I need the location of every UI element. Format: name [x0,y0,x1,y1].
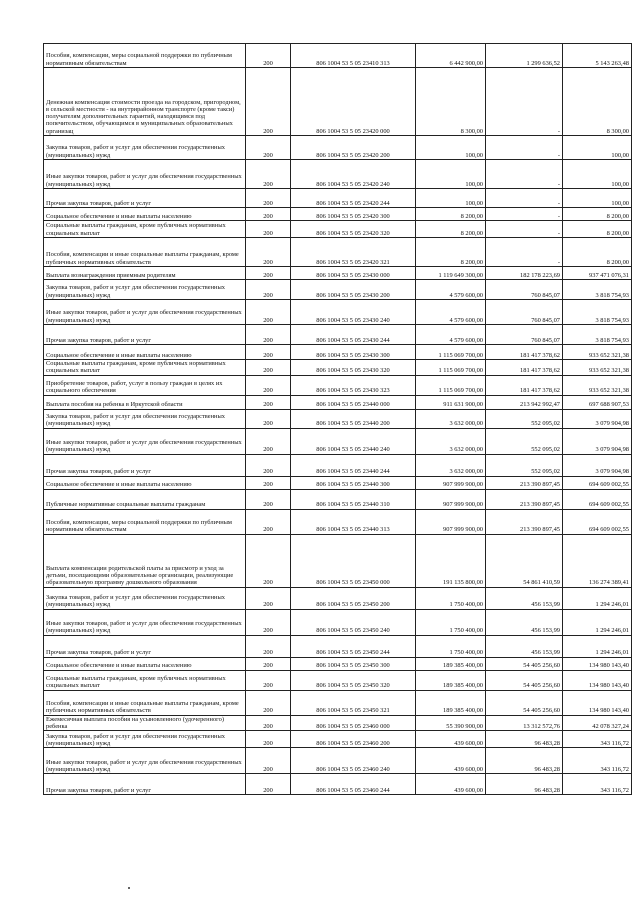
row-remaining-cell: 933 652 321,38 [563,375,632,395]
row-name-cell: Прочая закупка товаров, работ и услуг [44,454,246,476]
table-row [44,375,632,395]
row-name-cell: Пособия, компенсации и иные социальные выплаты гражданам, кроме публичных нормативных обязательств [44,238,246,267]
row-kbk-cell: 806 1004 53 5 05 23450 321 [291,690,416,715]
row-remaining-cell: 694 609 002,55 [563,489,632,509]
row-kbk-cell: 806 1004 53 5 05 23450 300 [291,657,416,670]
row-executed-cell: 213 942 992,47 [486,395,563,409]
row-executed-cell: 552 095,02 [486,454,563,476]
row-name-cell: Приобретение товаров, работ, услуг в пользу граждан в целях их социального обеспечения [44,375,246,395]
row-remaining-cell: 933 652 321,38 [563,345,632,360]
row-executed-cell: - [486,136,563,160]
row-approved-cell: 191 135 800,00 [416,534,486,587]
row-name-cell: Выплата вознаграждения приемным родителям [44,267,246,280]
row-kbk-cell: 806 1004 53 5 05 23460 244 [291,774,416,795]
row-name-cell: Закупка товаров, работ и услуг для обеспечения государственных (муниципальных) нужд [44,731,246,748]
row-remaining-cell: 3 079 904,98 [563,428,632,454]
row-name-cell: Закупка товаров, работ и услуг для обеспечения государственных (муниципальных) нужд [44,280,246,300]
table-row [44,395,632,409]
row-code-cell: 200 [246,189,291,208]
row-kbk-cell: 806 1004 53 5 05 23430 300 [291,345,416,360]
row-kbk-cell: 806 1004 53 5 05 23420 000 [291,68,416,136]
table-row [44,345,632,360]
row-remaining-cell: 8 200,00 [563,208,632,221]
table-row [44,136,632,160]
table-row [44,409,632,428]
row-remaining-cell: 3 818 754,93 [563,325,632,345]
row-kbk-cell: 806 1004 53 5 05 23420 200 [291,136,416,160]
row-kbk-cell: 806 1004 53 5 05 23420 300 [291,208,416,221]
row-executed-cell: 96 483,28 [486,748,563,774]
table-row [44,690,632,715]
row-code-cell: 200 [246,428,291,454]
row-kbk-cell: 806 1004 53 5 05 23450 200 [291,587,416,609]
row-executed-cell: 456 153,99 [486,587,563,609]
row-remaining-cell: 694 609 002,55 [563,476,632,489]
table-row [44,509,632,534]
row-remaining-cell: 694 609 002,55 [563,509,632,534]
row-remaining-cell: 100,00 [563,160,632,189]
row-name-cell: Социальное обеспечение и иные выплаты населению [44,208,246,221]
row-code-cell: 200 [246,345,291,360]
row-name-cell: Закупка товаров, работ и услуг для обеспечения государственных (муниципальных) нужд [44,409,246,428]
table-row [44,489,632,509]
row-kbk-cell: 806 1004 53 5 05 23450 240 [291,609,416,635]
row-kbk-cell: 806 1004 53 5 05 23440 244 [291,454,416,476]
row-name-cell: Социальное обеспечение и иные выплаты населению [44,657,246,670]
row-executed-cell: 552 095,02 [486,428,563,454]
row-code-cell: 200 [246,360,291,376]
table-body [44,44,632,795]
table-row [44,160,632,189]
row-approved-cell: 100,00 [416,189,486,208]
row-approved-cell: 3 632 000,00 [416,428,486,454]
table-row [44,748,632,774]
table-row [44,635,632,657]
row-approved-cell: 1 119 649 300,00 [416,267,486,280]
row-code-cell: 200 [246,44,291,68]
table-row [44,360,632,376]
row-kbk-cell: 806 1004 53 5 05 23440 300 [291,476,416,489]
row-executed-cell: 213 390 897,45 [486,509,563,534]
row-code-cell: 200 [246,731,291,748]
row-approved-cell: 4 579 600,00 [416,300,486,325]
row-approved-cell: 907 999 900,00 [416,476,486,489]
row-approved-cell: 100,00 [416,160,486,189]
row-code-cell: 200 [246,774,291,795]
row-approved-cell: 1 750 400,00 [416,635,486,657]
row-remaining-cell: 1 294 246,01 [563,609,632,635]
table-row [44,68,632,136]
row-kbk-cell: 806 1004 53 5 05 23440 200 [291,409,416,428]
row-kbk-cell: 806 1004 53 5 05 23430 323 [291,375,416,395]
row-approved-cell: 4 579 600,00 [416,280,486,300]
table-row [44,587,632,609]
row-name-cell: Иные закупки товаров, работ и услуг для обеспечения государственных (муниципальных) нужд [44,428,246,454]
table-row [44,267,632,280]
row-executed-cell: 1 299 636,52 [486,44,563,68]
row-name-cell: Прочая закупка товаров, работ и услуг [44,774,246,795]
row-remaining-cell: 1 294 246,01 [563,635,632,657]
row-approved-cell: 8 200,00 [416,238,486,267]
row-kbk-cell: 806 1004 53 5 05 23440 000 [291,395,416,409]
row-approved-cell: 907 999 900,00 [416,509,486,534]
row-name-cell: Пособия, компенсации, меры социальной поддержки по публичным нормативным обязательствам [44,44,246,68]
row-code-cell: 200 [246,300,291,325]
row-remaining-cell: 8 200,00 [563,221,632,238]
row-remaining-cell: 937 471 076,31 [563,267,632,280]
row-remaining-cell: 134 980 143,40 [563,690,632,715]
row-executed-cell: 96 483,28 [486,731,563,748]
row-executed-cell: 456 153,99 [486,635,563,657]
table-row [44,454,632,476]
row-remaining-cell: 343 116,72 [563,748,632,774]
row-remaining-cell: 8 300,00 [563,68,632,136]
row-kbk-cell: 806 1004 53 5 05 23450 000 [291,534,416,587]
row-executed-cell: 181 417 378,62 [486,360,563,376]
row-name-cell: Иные закупки товаров, работ и услуг для обеспечения государственных (муниципальных) нужд [44,160,246,189]
row-kbk-cell: 806 1004 53 5 05 23430 200 [291,280,416,300]
row-code-cell: 200 [246,587,291,609]
row-name-cell: Прочая закупка товаров, работ и услуг [44,325,246,345]
table-row [44,300,632,325]
row-executed-cell: 54 405 256,60 [486,670,563,690]
row-approved-cell: 1 115 069 700,00 [416,375,486,395]
row-name-cell: Публичные нормативные социальные выплаты гражданам [44,489,246,509]
table-row [44,715,632,731]
table-row [44,208,632,221]
row-executed-cell: - [486,68,563,136]
table-row [44,189,632,208]
row-approved-cell: 1 115 069 700,00 [416,360,486,376]
row-code-cell: 200 [246,670,291,690]
row-code-cell: 200 [246,690,291,715]
row-executed-cell: 760 845,07 [486,300,563,325]
row-approved-cell: 8 300,00 [416,68,486,136]
table-row [44,325,632,345]
row-approved-cell: 189 385 400,00 [416,657,486,670]
row-approved-cell: 3 632 000,00 [416,454,486,476]
row-remaining-cell: 343 116,72 [563,731,632,748]
row-remaining-cell: 100,00 [563,136,632,160]
row-approved-cell: 8 200,00 [416,221,486,238]
row-kbk-cell: 806 1004 53 5 05 23420 244 [291,189,416,208]
row-code-cell: 200 [246,395,291,409]
row-remaining-cell: 3 079 904,98 [563,409,632,428]
row-executed-cell: 552 095,02 [486,409,563,428]
table-row [44,44,632,68]
row-executed-cell: 182 178 223,69 [486,267,563,280]
row-executed-cell: - [486,160,563,189]
row-kbk-cell: 806 1004 53 5 05 23420 240 [291,160,416,189]
row-approved-cell: 1 750 400,00 [416,587,486,609]
row-remaining-cell: 3 818 754,93 [563,280,632,300]
row-name-cell: Иные закупки товаров, работ и услуг для обеспечения государственных (муниципальных) нужд [44,609,246,635]
row-name-cell: Выплата компенсации родительской платы за присмотр и уход за детьми, посещающими образовательные организации, реализующие образовательную программу дошкольного образования [44,534,246,587]
row-approved-cell: 1 750 400,00 [416,609,486,635]
row-name-cell: Социальное обеспечение и иные выплаты населению [44,476,246,489]
row-remaining-cell: 697 688 907,53 [563,395,632,409]
row-code-cell: 200 [246,748,291,774]
row-name-cell: Иные закупки товаров, работ и услуг для обеспечения государственных (муниципальных) нужд [44,300,246,325]
row-remaining-cell: 8 200,00 [563,238,632,267]
row-name-cell: Пособия, компенсации и иные социальные выплаты гражданам, кроме публичных нормативных обязательств [44,690,246,715]
row-approved-cell: 439 600,00 [416,731,486,748]
row-name-cell: Иные закупки товаров, работ и услуг для обеспечения государственных (муниципальных) нужд [44,748,246,774]
row-executed-cell: 213 390 897,45 [486,476,563,489]
row-kbk-cell: 806 1004 53 5 05 23430 240 [291,300,416,325]
row-kbk-cell: 806 1004 53 5 05 23440 310 [291,489,416,509]
row-kbk-cell: 806 1004 53 5 05 23450 320 [291,670,416,690]
row-remaining-cell: 3 079 904,98 [563,454,632,476]
row-code-cell: 200 [246,454,291,476]
row-code-cell: 200 [246,715,291,731]
row-approved-cell: 189 385 400,00 [416,670,486,690]
row-remaining-cell: 3 818 754,93 [563,300,632,325]
budget-execution-table [43,43,632,795]
row-remaining-cell: 134 980 143,40 [563,670,632,690]
table-row [44,731,632,748]
row-code-cell: 200 [246,375,291,395]
table-row [44,476,632,489]
row-name-cell: Закупка товаров, работ и услуг для обеспечения государственных (муниципальных) нужд [44,136,246,160]
row-kbk-cell: 806 1004 53 5 05 23460 240 [291,748,416,774]
row-name-cell: Денежная компенсация стоимости проезда на городском, пригородном, в сельской местности - на внутрирайонном транспорте (кроме такси) получателям дополнительных гарантий, находящимся под попечительством, обучающимся в муниципальных образовательных организац [44,68,246,136]
row-code-cell: 200 [246,635,291,657]
row-name-cell: Социальные выплаты гражданам, кроме публичных нормативных социальных выплат [44,221,246,238]
row-kbk-cell: 806 1004 53 5 05 23440 313 [291,509,416,534]
row-kbk-cell: 806 1004 53 5 05 23460 000 [291,715,416,731]
row-code-cell: 200 [246,280,291,300]
row-remaining-cell: 5 143 263,48 [563,44,632,68]
table-row [44,657,632,670]
row-remaining-cell: 42 078 327,24 [563,715,632,731]
row-name-cell: Социальные выплаты гражданам, кроме публичных нормативных социальных выплат [44,670,246,690]
row-code-cell: 200 [246,68,291,136]
row-name-cell: Ежемесячная выплата пособия на усыновленного (удочеренного) ребенка [44,715,246,731]
row-kbk-cell: 806 1004 53 5 05 23430 320 [291,360,416,376]
row-name-cell: Выплата пособия на ребенка в Иркутской области [44,395,246,409]
row-kbk-cell: 806 1004 53 5 05 23440 240 [291,428,416,454]
row-approved-cell: 3 632 000,00 [416,409,486,428]
row-kbk-cell: 806 1004 53 5 05 23460 200 [291,731,416,748]
row-executed-cell: 54 405 256,60 [486,657,563,670]
row-code-cell: 200 [246,160,291,189]
row-executed-cell: - [486,221,563,238]
row-approved-cell: 911 631 900,00 [416,395,486,409]
row-code-cell: 200 [246,325,291,345]
row-name-cell: Прочая закупка товаров, работ и услуг [44,189,246,208]
row-remaining-cell: 1 294 246,01 [563,587,632,609]
row-executed-cell: 96 483,28 [486,774,563,795]
row-code-cell: 200 [246,238,291,267]
row-code-cell: 200 [246,221,291,238]
table-row [44,280,632,300]
row-executed-cell: 54 405 256,60 [486,690,563,715]
row-executed-cell: 181 417 378,62 [486,375,563,395]
row-approved-cell: 189 385 400,00 [416,690,486,715]
row-name-cell: Пособия, компенсации, меры социальной поддержки по публичным нормативным обязательствам [44,509,246,534]
table-row [44,774,632,795]
row-executed-cell: 54 861 410,59 [486,534,563,587]
row-approved-cell: 4 579 600,00 [416,325,486,345]
table-row [44,609,632,635]
row-kbk-cell: 806 1004 53 5 05 23410 313 [291,44,416,68]
row-approved-cell: 439 600,00 [416,748,486,774]
table-row [44,670,632,690]
row-remaining-cell: 343 116,72 [563,774,632,795]
row-executed-cell: 456 153,99 [486,609,563,635]
row-approved-cell: 907 999 900,00 [416,489,486,509]
row-executed-cell: 213 390 897,45 [486,489,563,509]
table-row [44,428,632,454]
row-executed-cell: 13 312 572,76 [486,715,563,731]
row-code-cell: 200 [246,609,291,635]
row-remaining-cell: 134 980 143,40 [563,657,632,670]
row-remaining-cell: 933 652 321,38 [563,360,632,376]
row-code-cell: 200 [246,476,291,489]
row-code-cell: 200 [246,208,291,221]
row-kbk-cell: 806 1004 53 5 05 23420 320 [291,221,416,238]
row-code-cell: 200 [246,409,291,428]
row-code-cell: 200 [246,657,291,670]
row-approved-cell: 1 115 069 700,00 [416,345,486,360]
row-name-cell: Прочая закупка товаров, работ и услуг [44,635,246,657]
row-name-cell: Социальные выплаты гражданам, кроме публичных нормативных социальных выплат [44,360,246,376]
row-executed-cell: 181 417 378,62 [486,345,563,360]
row-remaining-cell: 100,00 [563,189,632,208]
row-code-cell: 200 [246,136,291,160]
row-code-cell: 200 [246,534,291,587]
row-code-cell: 200 [246,267,291,280]
row-remaining-cell: 136 274 389,41 [563,534,632,587]
row-code-cell: 200 [246,509,291,534]
row-executed-cell: - [486,238,563,267]
table-row [44,221,632,238]
row-name-cell: Социальное обеспечение и иные выплаты населению [44,345,246,360]
table-row [44,534,632,587]
row-code-cell: 200 [246,489,291,509]
row-executed-cell: 760 845,07 [486,325,563,345]
row-approved-cell: 100,00 [416,136,486,160]
scan-speck [128,887,130,889]
row-approved-cell: 6 442 900,00 [416,44,486,68]
table-row [44,238,632,267]
row-executed-cell: - [486,189,563,208]
row-kbk-cell: 806 1004 53 5 05 23450 244 [291,635,416,657]
row-name-cell: Закупка товаров, работ и услуг для обеспечения государственных (муниципальных) нужд [44,587,246,609]
row-kbk-cell: 806 1004 53 5 05 23420 321 [291,238,416,267]
row-kbk-cell: 806 1004 53 5 05 23430 000 [291,267,416,280]
row-approved-cell: 55 390 900,00 [416,715,486,731]
row-executed-cell: 760 845,07 [486,280,563,300]
row-approved-cell: 8 200,00 [416,208,486,221]
row-executed-cell: - [486,208,563,221]
row-approved-cell: 439 600,00 [416,774,486,795]
row-kbk-cell: 806 1004 53 5 05 23430 244 [291,325,416,345]
